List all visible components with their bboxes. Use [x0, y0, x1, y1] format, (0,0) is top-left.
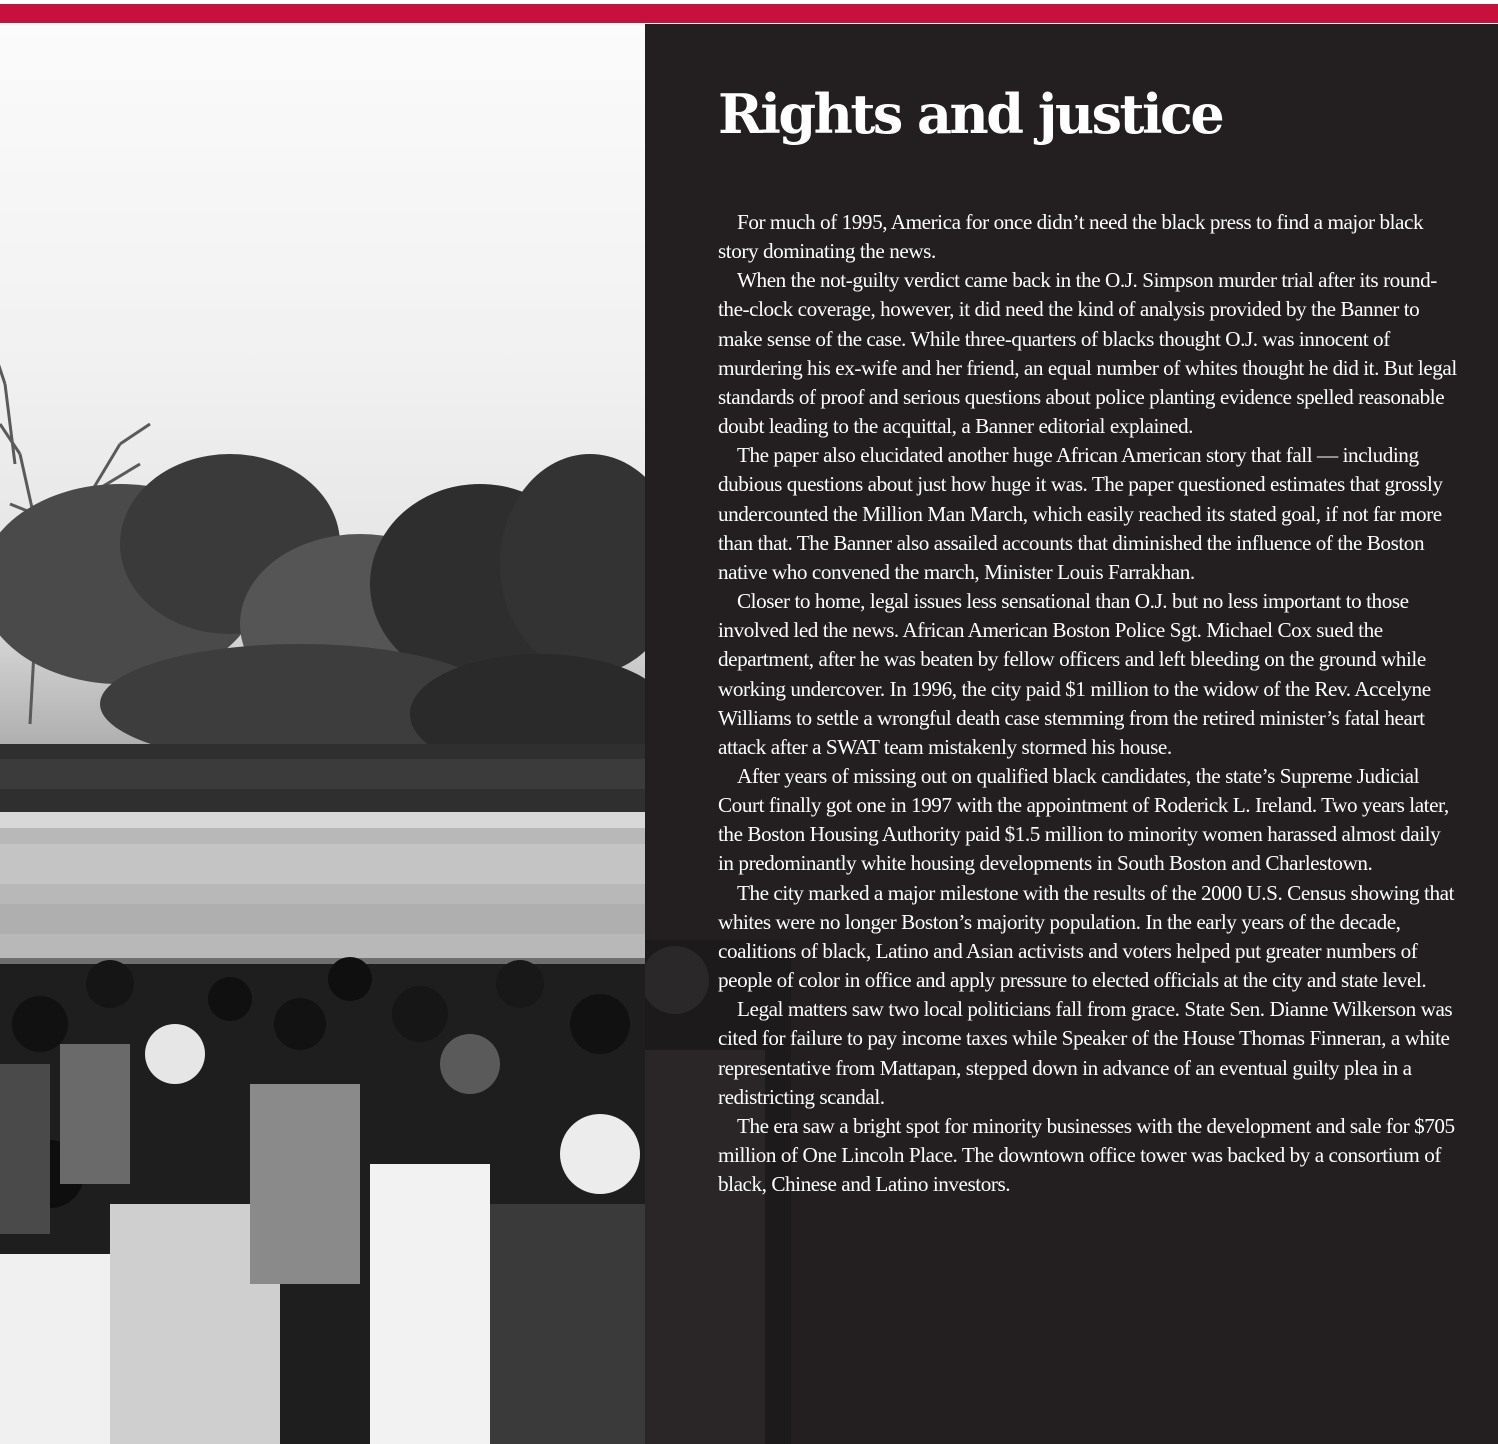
tree-canopy [0, 454, 645, 774]
crowd-photo-illustration [0, 24, 645, 1444]
paragraph: The city marked a major milestone with the results of the 2000 U.S. Census showing that whites were no longer Boston’s majority population. In the early years of the decade, coalitions of black, Latino and Asian activists and voters helped put greater numbers of people of color in office and apply pressure to elected officials at the city and state level. [718, 880, 1454, 993]
paragraph: When the not-guilty verdict came back in the O.J. Simpson murder trial after its round-the-clock coverage, however, it did need the kind of analysis provided by the Banner to make sense of the case. While three-quarters of blacks thought O.J. was innocent of murdering his ex-wife and her friend, an equal number of whites thought he did it. But legal standards of proof and serious questions about police planting evidence spelled reasonable doubt leading to the acquittal, a Banner editorial explained. [718, 268, 1457, 439]
article-panel [718, 24, 1458, 1444]
paragraph: Legal matters saw two local politicians fall from grace. State Sen. Dianne Wilkerson was cited for failure to pay income taxes while Speaker of the House Thomas Finneran, a white representative from Mattapan, stepped down in advance of an eventual guilty plea in a redistricting scandal. [718, 997, 1453, 1109]
top-accent-bar [0, 0, 1498, 24]
page-title: Rights and justice [718, 82, 1223, 146]
red-stripe [0, 4, 1498, 23]
paragraph: After years of missing out on qualified black candidates, the state’s Supreme Judicial Court finally got one in 1997 with the appointment of Roderick L. Ireland. Two years later, the Boston Housing Authority paid $1.5 million to minority women harassed almost daily in predominantly white housing developments in South Boston and Charlestown. [718, 763, 1449, 876]
foreground-crowd [0, 957, 645, 1444]
paragraph: The era saw a bright spot for minority businesses with the development and sale for $705 million of One Lincoln Place. The downtown office tower was backed by a consortium of black, Chinese and Latino investors. [718, 1113, 1455, 1197]
article-body [718, 208, 1458, 1199]
crowd-photo [0, 24, 645, 1444]
paragraph: The paper also elucidated another huge African American story that fall — including dubious questions about just how huge it was. The paper questioned estimates that grossly undercounted the Million Man March, which easily reached its stated goal, if not far more than that. The Banner also assailed accounts that diminished the influence of the Boston native who convened the march, Minister Louis Farrakhan. [718, 443, 1443, 584]
pool-edge [0, 812, 645, 828]
paragraph: For much of 1995, America for once didn’t need the black press to find a major black story dominating the news. [718, 210, 1424, 264]
paragraph: Closer to home, legal issues less sensational than O.J. but no less important to those involved led the news. African American Boston Police Sgt. Michael Cox sued the department, after he was beaten by fellow officers and left bleeding on the ground while working undercover. In 1996, the city paid $1 million to the widow of the Rev. Accelyne Williams to settle a wrongful death case stemming from the retired minister’s fatal heart attack after a SWAT team mistakenly stormed his house. [718, 589, 1431, 759]
